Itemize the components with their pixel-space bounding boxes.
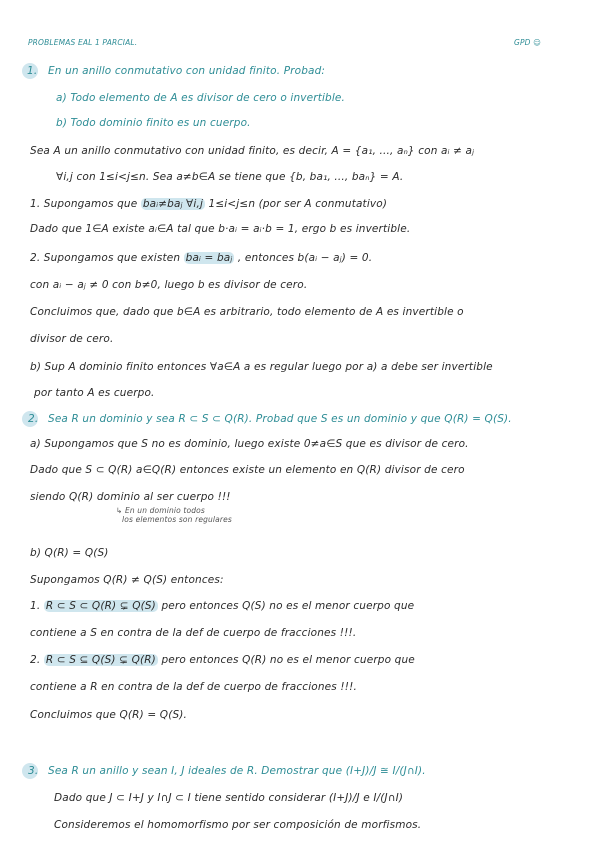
p2-line-3: siendo Q(R) dominio al ser cuerpo !!!: [30, 491, 231, 503]
problem-3-number: 3.: [28, 765, 39, 777]
p1-line-5-highlight: baᵢ = baⱼ: [185, 252, 233, 264]
p2-line-7: [30, 653, 415, 667]
page-header-title: PROBLEMAS EAL 1 PARCIAL.: [28, 38, 138, 47]
p2-line-8: contiene a R en contra de la def de cuerpo de fracciones !!!.: [30, 681, 357, 693]
p2-line-6: contiene a S en contra de la def de cuerpo de fracciones !!!.: [30, 627, 357, 639]
p2-line-9: Concluimos que Q(R) = Q(S).: [30, 709, 187, 721]
problem-1-part-b: b) Todo dominio finito es un cuerpo.: [56, 117, 251, 129]
p2-line-2: Dado que S ⊂ Q(R) a∈Q(R) entonces existe un elemento en Q(R) divisor de cero: [30, 464, 465, 476]
p1-line-4: Dado que 1∈A existe aᵢ∈A tal que b·aᵢ = aᵢ·b = 1, ergo b es invertible.: [30, 223, 411, 235]
p3-line-1: Dado que J ⊂ I+J y I∩J ⊂ I tiene sentido considerar (I+J)/J e I/(J∩I): [54, 792, 404, 804]
problem-1-number: 1.: [27, 65, 38, 77]
problem-3-statement: Sea R un anillo y sean I, J ideales de R. Demostrar que (I+J)/J ≅ I/(J∩I).: [48, 765, 426, 777]
p1-line-5-pre: 2. Supongamos que existen: [30, 252, 181, 264]
problem-1-part-a: a) Todo elemento de A es divisor de cero o invertible.: [56, 92, 346, 104]
p1-line-7: Concluimos que, dado que b∈A es arbitrario, todo elemento de A es invertible o: [30, 306, 464, 318]
p2-part-b: b) Q(R) = Q(S): [30, 547, 109, 559]
p2-note-1: ↳ En un dominio todos: [116, 506, 205, 515]
p2-line-7-highlight: R ⊂ S ⊆ Q(S) ⊊ Q(R): [45, 654, 156, 666]
p1-line-2: ∀i,j con 1≤i<j≤n. Sea a≠b∈A se tiene que {b, ba₁, ..., baₙ} = A.: [56, 171, 404, 183]
p1-line-3: [30, 197, 387, 211]
p2-line-5: [30, 599, 414, 613]
p2-line-7-pre: 2.: [30, 654, 41, 666]
p3-line-2: Consideremos el homomorfismo por ser composición de morfismos.: [54, 819, 422, 831]
page-header-initials: GPD ☺: [514, 38, 542, 47]
p1-line-5-post: , entonces b(aᵢ − aⱼ) = 0.: [237, 252, 373, 264]
problem-2-number: 2.: [28, 413, 39, 425]
p2-line-5-highlight: R ⊂ S ⊂ Q(R) ⊊ Q(S): [45, 600, 156, 612]
p1-line-10: por tanto A es cuerpo.: [34, 387, 155, 399]
p1-line-3-post: 1≤i<j≤n (por ser A conmutativo): [208, 198, 388, 210]
p1-line-8: divisor de cero.: [30, 333, 114, 345]
p1-line-3-pre: 1. Supongamos que: [30, 198, 138, 210]
p1-line-5: [30, 251, 372, 265]
problem-2-statement: Sea R un dominio y sea R ⊂ S ⊂ Q(R). Probad que S es un dominio y que Q(R) = Q(S).: [48, 413, 512, 425]
problem-1-statement: En un anillo conmutativo con unidad finito. Probad:: [48, 65, 326, 77]
p1-line-9: b) Sup A dominio finito entonces ∀a∈A a es regular luego por a) a debe ser invertible: [30, 361, 493, 373]
p1-line-3-highlight: baᵢ≠baⱼ ∀i,j: [142, 198, 204, 210]
p2-line-7-post: pero entonces Q(R) no es el menor cuerpo que: [161, 654, 415, 666]
p1-line-6: con aᵢ − aⱼ ≠ 0 con b≠0, luego b es divisor de cero.: [30, 279, 308, 291]
p2-note-2: los elementos son regulares: [122, 515, 232, 524]
p1-line-1: Sea A un anillo conmutativo con unidad finito, es decir, A = {a₁, ..., aₙ} con aᵢ ≠ aⱼ: [30, 145, 475, 157]
p2-line-4: Supongamos Q(R) ≠ Q(S) entonces:: [30, 574, 224, 586]
p2-line-5-pre: 1.: [30, 600, 41, 612]
p2-line-5-post: pero entonces Q(S) no es el menor cuerpo que: [161, 600, 415, 612]
p2-line-1: a) Supongamos que S no es dominio, luego existe 0≠a∈S que es divisor de cero.: [30, 438, 469, 450]
